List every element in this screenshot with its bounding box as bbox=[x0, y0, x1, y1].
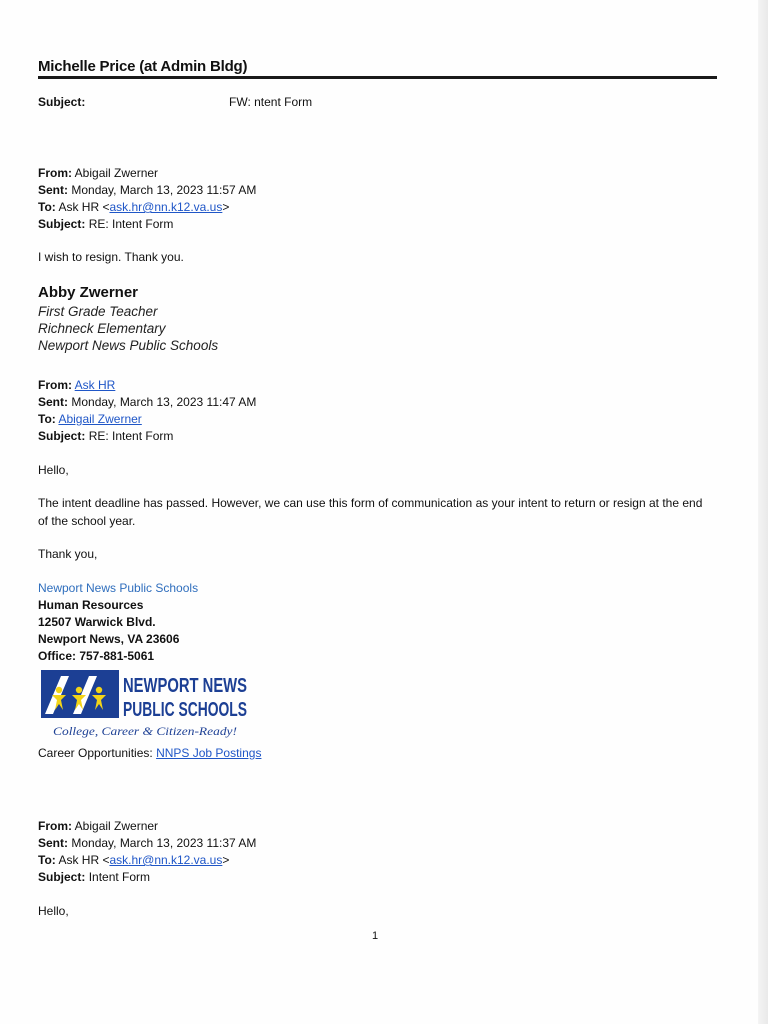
career-line bbox=[38, 745, 261, 762]
hr-address2: Newport News, VA 23606 bbox=[38, 632, 180, 646]
header-subject-value: FW: ntent Form bbox=[229, 95, 313, 109]
header-subject-label: Subject: bbox=[38, 95, 86, 109]
msg1-to-close: > bbox=[222, 200, 230, 214]
header-rule bbox=[38, 76, 717, 79]
msg1-from-line bbox=[38, 165, 158, 182]
msg2-body: The intent deadline has passed. However, we can use this form of communication as your intent to return or resign at the end of the school year. bbox=[38, 496, 703, 528]
msg1-to-line bbox=[38, 199, 229, 216]
msg1-from: Abigail Zwerner bbox=[74, 166, 159, 180]
msg2-from-line bbox=[38, 377, 115, 394]
from-label: From: bbox=[38, 166, 72, 180]
msg3-sent-line bbox=[38, 835, 256, 852]
hr-office: Office: 757-881-5061 bbox=[38, 649, 155, 663]
career-link[interactable]: NNPS Job Postings bbox=[156, 746, 262, 760]
msg2-subject-line bbox=[38, 428, 173, 445]
msg2-subject: RE: Intent Form bbox=[88, 429, 174, 443]
msg2-greeting: Hello, bbox=[38, 463, 69, 477]
subject-label: Subject: bbox=[38, 870, 86, 884]
career-label: Career Opportunities: bbox=[38, 746, 157, 760]
msg3-to-email-link[interactable]: ask.hr@nn.k12.va.us bbox=[109, 853, 223, 867]
msg2-from-link[interactable]: Ask HR bbox=[74, 378, 116, 392]
msg2-closing: Thank you, bbox=[38, 547, 98, 561]
msg1-to-email-link[interactable]: ask.hr@nn.k12.va.us bbox=[109, 200, 223, 214]
from-label: From: bbox=[38, 378, 72, 392]
msg1-subject: RE: Intent Form bbox=[88, 217, 174, 231]
msg2-to-link[interactable]: Abigail Zwerner bbox=[58, 412, 142, 426]
logo-text-line1: NEWPORT NEWS bbox=[123, 675, 247, 697]
from-label: From: bbox=[38, 819, 72, 833]
signature-name: Abby Zwerner bbox=[38, 284, 139, 301]
subject-label: Subject: bbox=[38, 217, 86, 231]
to-label: To: bbox=[38, 200, 56, 214]
msg1-sent-line bbox=[38, 182, 256, 199]
msg1-sent: Monday, March 13, 2023 11:57 AM bbox=[71, 183, 257, 197]
logo-tagline: College, Career & Citizen-Ready! bbox=[53, 724, 238, 738]
msg3-to-name: Ask HR < bbox=[58, 853, 110, 867]
msg2-sent-line bbox=[38, 394, 256, 411]
signature-title: First Grade Teacher bbox=[38, 304, 158, 319]
msg1-to-name: Ask HR < bbox=[58, 200, 110, 214]
sent-label: Sent: bbox=[38, 836, 68, 850]
to-label: To: bbox=[38, 412, 56, 426]
msg1-body: I wish to resign. Thank you. bbox=[38, 250, 184, 264]
msg2-to-line bbox=[38, 411, 142, 428]
mailbox-owner: Michelle Price (at Admin Bldg) bbox=[38, 58, 248, 75]
hr-org-name: Newport News Public Schools bbox=[38, 581, 199, 595]
msg3-to-close: > bbox=[222, 853, 230, 867]
page-number: 1 bbox=[372, 930, 379, 942]
signature-school: Richneck Elementary bbox=[38, 321, 166, 336]
msg3-subject: Intent Form bbox=[88, 870, 151, 884]
msg3-sent: Monday, March 13, 2023 11:37 AM bbox=[71, 836, 257, 850]
subject-label: Subject: bbox=[38, 429, 86, 443]
msg3-from: Abigail Zwerner bbox=[74, 819, 159, 833]
logo-text-line2: PUBLIC SCHOOLS bbox=[123, 699, 247, 721]
signature-district: Newport News Public Schools bbox=[38, 338, 219, 353]
hr-address1: 12507 Warwick Blvd. bbox=[38, 615, 156, 629]
nnps-logo bbox=[39, 668, 251, 742]
msg3-to-line bbox=[38, 852, 229, 869]
scan-edge bbox=[758, 0, 768, 1024]
sent-label: Sent: bbox=[38, 395, 68, 409]
msg1-subject-line bbox=[38, 216, 173, 233]
sent-label: Sent: bbox=[38, 183, 68, 197]
hr-dept: Human Resources bbox=[38, 598, 144, 612]
msg3-greeting: Hello, bbox=[38, 904, 69, 918]
msg2-sent: Monday, March 13, 2023 11:47 AM bbox=[71, 395, 257, 409]
msg3-from-line bbox=[38, 818, 158, 835]
to-label: To: bbox=[38, 853, 56, 867]
msg3-subject-line bbox=[38, 869, 150, 886]
